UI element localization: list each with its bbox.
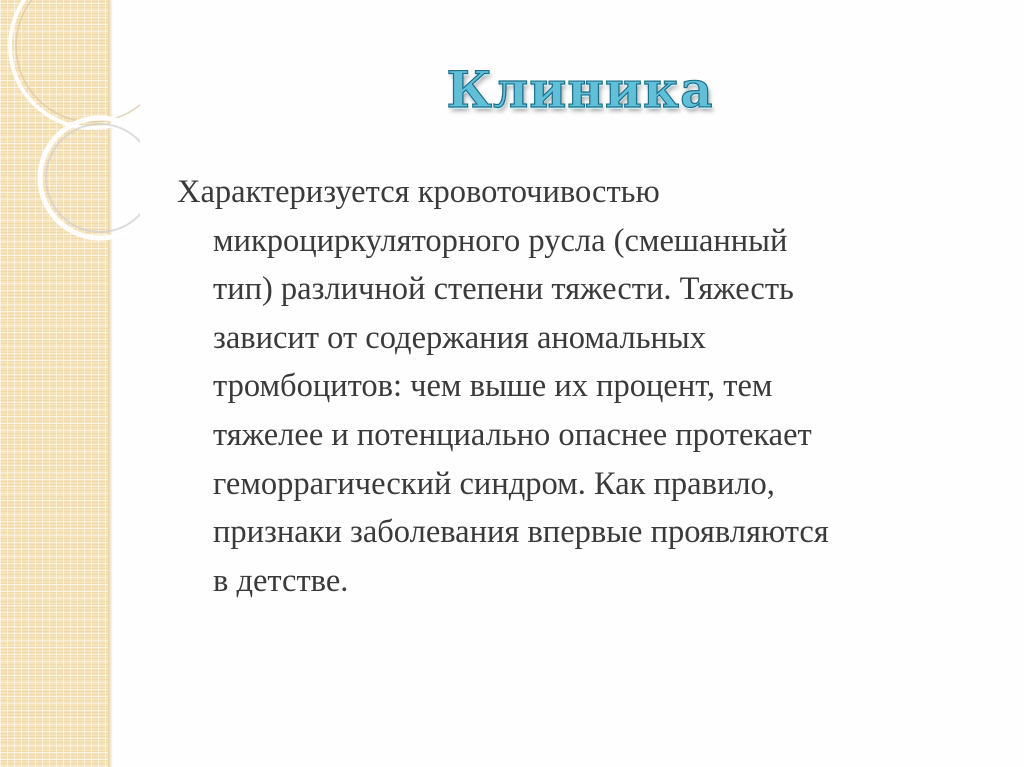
paragraph-line: тромбоцитов: чем выше их процент, тем — [213, 368, 773, 405]
paragraph-line: в детстве. — [213, 562, 349, 599]
paragraph-line: микроциркуляторного русла (смешанный — [213, 222, 788, 259]
paragraph-line: зависит от содержания аномальных — [213, 319, 707, 356]
paragraph-line: признаки заболевания впервые проявляются — [213, 514, 829, 551]
decorative-rings-icon — [0, 0, 140, 260]
paragraph-line: тяжелее и потенциально опаснее протекает — [213, 416, 812, 453]
paragraph-line: Характеризуется кровоточивостью — [177, 174, 660, 210]
paragraph-line: геморрагический синдром. Как правило, — [213, 465, 775, 502]
paragraph-line: тип) различной степени тяжести. Тяжесть — [213, 271, 794, 308]
body-paragraph — [177, 168, 987, 605]
slide-title: Клиника — [446, 60, 714, 119]
